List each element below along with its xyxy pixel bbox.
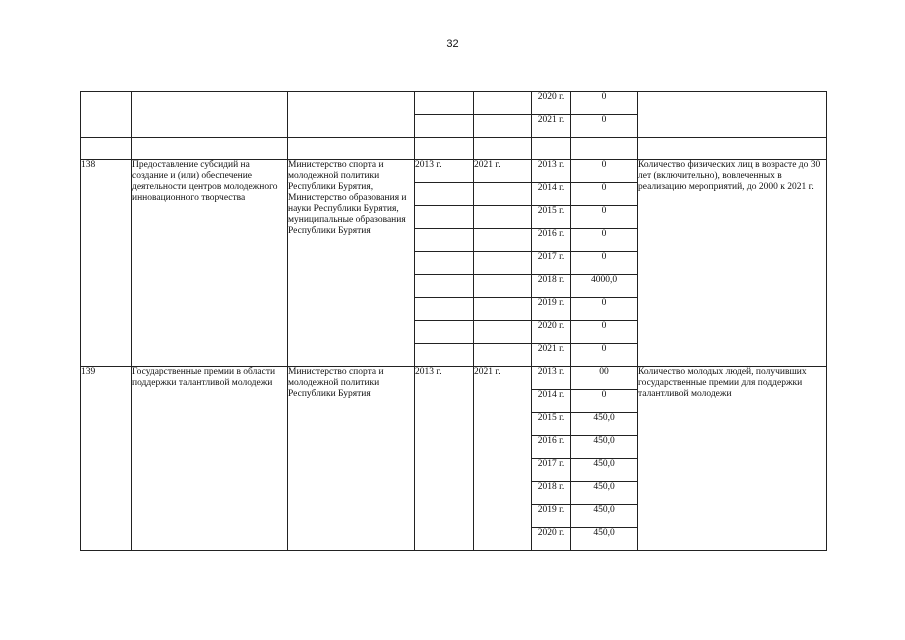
- year-cell: 2017 г.: [532, 459, 571, 482]
- value-cell: 0: [571, 183, 638, 206]
- year-cell: 2020 г.: [532, 92, 571, 115]
- value-cell: 0: [571, 92, 638, 115]
- value-cell: 0: [571, 344, 638, 367]
- row-name: Государственные премии в области поддержки талантливой молодежи: [132, 367, 288, 551]
- row-end: 2021 г.: [474, 160, 532, 183]
- cont-org-cell: [288, 92, 415, 138]
- program-table: [80, 91, 827, 551]
- row-start: 2013 г.: [415, 367, 474, 551]
- value-cell: 0: [571, 252, 638, 275]
- value-cell: 450,0: [571, 505, 638, 528]
- year-cell: 2021 г.: [532, 115, 571, 138]
- value-cell: 00: [571, 367, 638, 390]
- value-cell: 450,0: [571, 482, 638, 505]
- value-cell: 450,0: [571, 436, 638, 459]
- year-cell: 2020 г.: [532, 321, 571, 344]
- year-cell: 2015 г.: [532, 413, 571, 436]
- year-cell: 2013 г.: [532, 160, 571, 183]
- value-cell: 0: [571, 229, 638, 252]
- table-row: [81, 92, 827, 115]
- year-cell: 2016 г.: [532, 229, 571, 252]
- year-cell: 2014 г.: [532, 183, 571, 206]
- cont-indicator-cell: [638, 92, 827, 138]
- year-cell: 2021 г.: [532, 344, 571, 367]
- row-indicator: Количество физических лиц в возрасте до 30 лет (включительно), вовлеченных в реализацию мероприятий, до 2000 к 2021 г.: [638, 160, 827, 367]
- table-row: [81, 367, 827, 390]
- table-row: [81, 138, 827, 160]
- row-start: 2013 г.: [415, 160, 474, 183]
- value-cell: 0: [571, 298, 638, 321]
- value-cell: 0: [571, 160, 638, 183]
- year-cell: 2018 г.: [532, 482, 571, 505]
- row-number: 139: [81, 367, 132, 551]
- row-end: 2021 г.: [474, 367, 532, 551]
- cont-name-cell: [132, 92, 288, 138]
- row-organization: Министерство спорта и молодежной политики Республики Бурятия: [288, 367, 415, 551]
- year-cell: 2016 г.: [532, 436, 571, 459]
- year-cell: 2014 г.: [532, 390, 571, 413]
- row-organization: Министерство спорта и молодежной политики Республики Бурятия, Министерство образования и науки Республики Бурятия, муниципальные образования Республики Бурятия: [288, 160, 415, 367]
- page-number: 32: [446, 38, 459, 50]
- value-cell: 0: [571, 321, 638, 344]
- value-cell: 450,0: [571, 528, 638, 551]
- value-cell: 4000,0: [571, 275, 638, 298]
- table-row: [81, 160, 827, 183]
- value-cell: 0: [571, 390, 638, 413]
- value-cell: 450,0: [571, 413, 638, 436]
- year-cell: 2017 г.: [532, 252, 571, 275]
- year-cell: 2013 г.: [532, 367, 571, 390]
- value-cell: 450,0: [571, 459, 638, 482]
- year-cell: 2019 г.: [532, 505, 571, 528]
- year-cell: 2018 г.: [532, 275, 571, 298]
- year-cell: 2015 г.: [532, 206, 571, 229]
- row-name: Предоставление субсидий на создание и (или) обеспечение деятельности центров молодежного инновационного творчества: [132, 160, 288, 367]
- row-number: 138: [81, 160, 132, 367]
- cont-num-cell: [81, 92, 132, 138]
- value-cell: 0: [571, 206, 638, 229]
- year-cell: 2019 г.: [532, 298, 571, 321]
- row-indicator: Количество молодых людей, получивших государственные премии для поддержки талантливой молодежи: [638, 367, 827, 551]
- value-cell: 0: [571, 115, 638, 138]
- year-cell: 2020 г.: [532, 528, 571, 551]
